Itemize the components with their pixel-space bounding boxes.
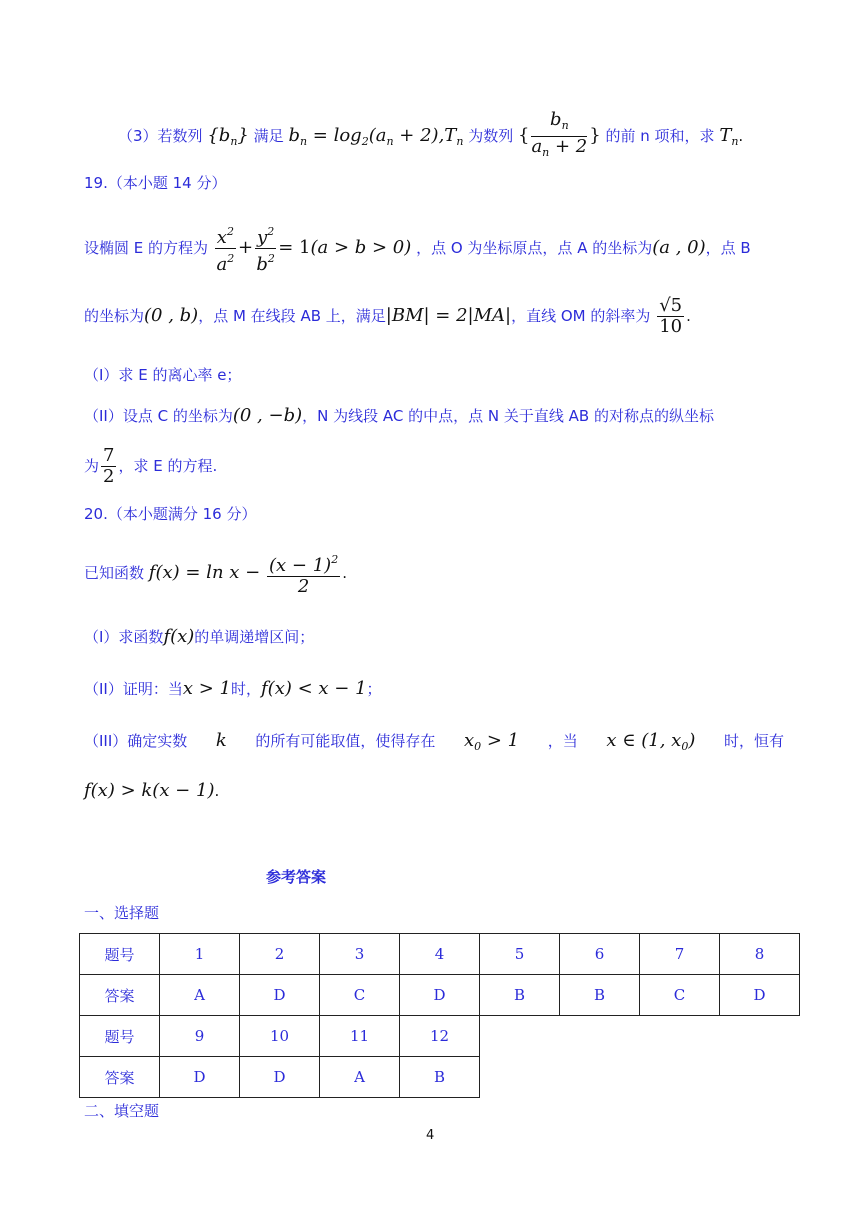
table-row: 答案 A D C D B B C D xyxy=(80,975,800,1016)
page-number: 4 xyxy=(426,1128,435,1143)
table-row: 题号 9 10 11 12 xyxy=(80,1016,800,1057)
section-choice: 一、选择题 xyxy=(84,904,160,922)
q19-part2-line2: 为 $\frac{7}{2}$ ，求 E 的方程. xyxy=(84,445,218,487)
q18-fraction: $\frac{b_n}{a_n + 2}$ xyxy=(531,109,588,159)
table-row: 答案 D D A B xyxy=(80,1057,800,1098)
answer-table xyxy=(79,933,800,1098)
q19-part1: （I）求 E 的离心率 e； xyxy=(84,366,242,384)
q20-part1: （I）求函数f(x)的单调递增区间； xyxy=(84,626,315,647)
section-fill-blank: 二、填空题 xyxy=(84,1102,160,1120)
q19-line1: 设椭圆 E 的方程为 $\frac{x^2}{a^2}$ + $\frac{y^2}{b^2}$ = 1(a > b > 0) ，点 O 为坐标原点，点 A 的坐标为(a , 0)，点 B xyxy=(84,222,751,275)
q20-part3-line2: f(x) > k(x − 1). xyxy=(84,780,220,801)
q19-header: 19.（本小题 14 分） xyxy=(84,174,227,192)
q20-part3-line1: （III）确定实数 k 的所有可能取值，使得存在 $x_0 > 1$ ，当 x ∈ (1, $x_0$) 时，恒有 xyxy=(84,730,784,753)
q18-part3: （3）若数列 $\{b_n\}$ 满足 $b_n = \log_2(a_n + 2),T_n$ 为数列 { $\frac{b_n}{a_n + 2}$ } 的前 n 项和，求 $T_n$. xyxy=(118,110,743,163)
q20-part2: （II）证明：当x > 1时，f(x) < x − 1； xyxy=(84,678,382,699)
table-row: 题号 1 2 3 4 5 6 7 8 xyxy=(80,934,800,975)
answers-title: 参考答案 xyxy=(266,868,327,886)
q19-part2-line1: （II）设点 C 的坐标为(0 , −b)，N 为线段 AC 的中点，点 N 关于直线 AB 的对称点的纵坐标 xyxy=(84,405,714,426)
q20-definition: 已知函数 f(x) = ln x − $\frac{(x - 1)^2}{2}$ . xyxy=(84,550,347,597)
q19-line2: 的坐标为(0 , b)，点 M 在线段 AB 上，满足|BM| = 2|MA|，直线 OM 的斜率为 $\frac{√5}{10}$ . xyxy=(84,295,691,337)
q20-header: 20.（本小题满分 16 分） xyxy=(84,505,257,523)
